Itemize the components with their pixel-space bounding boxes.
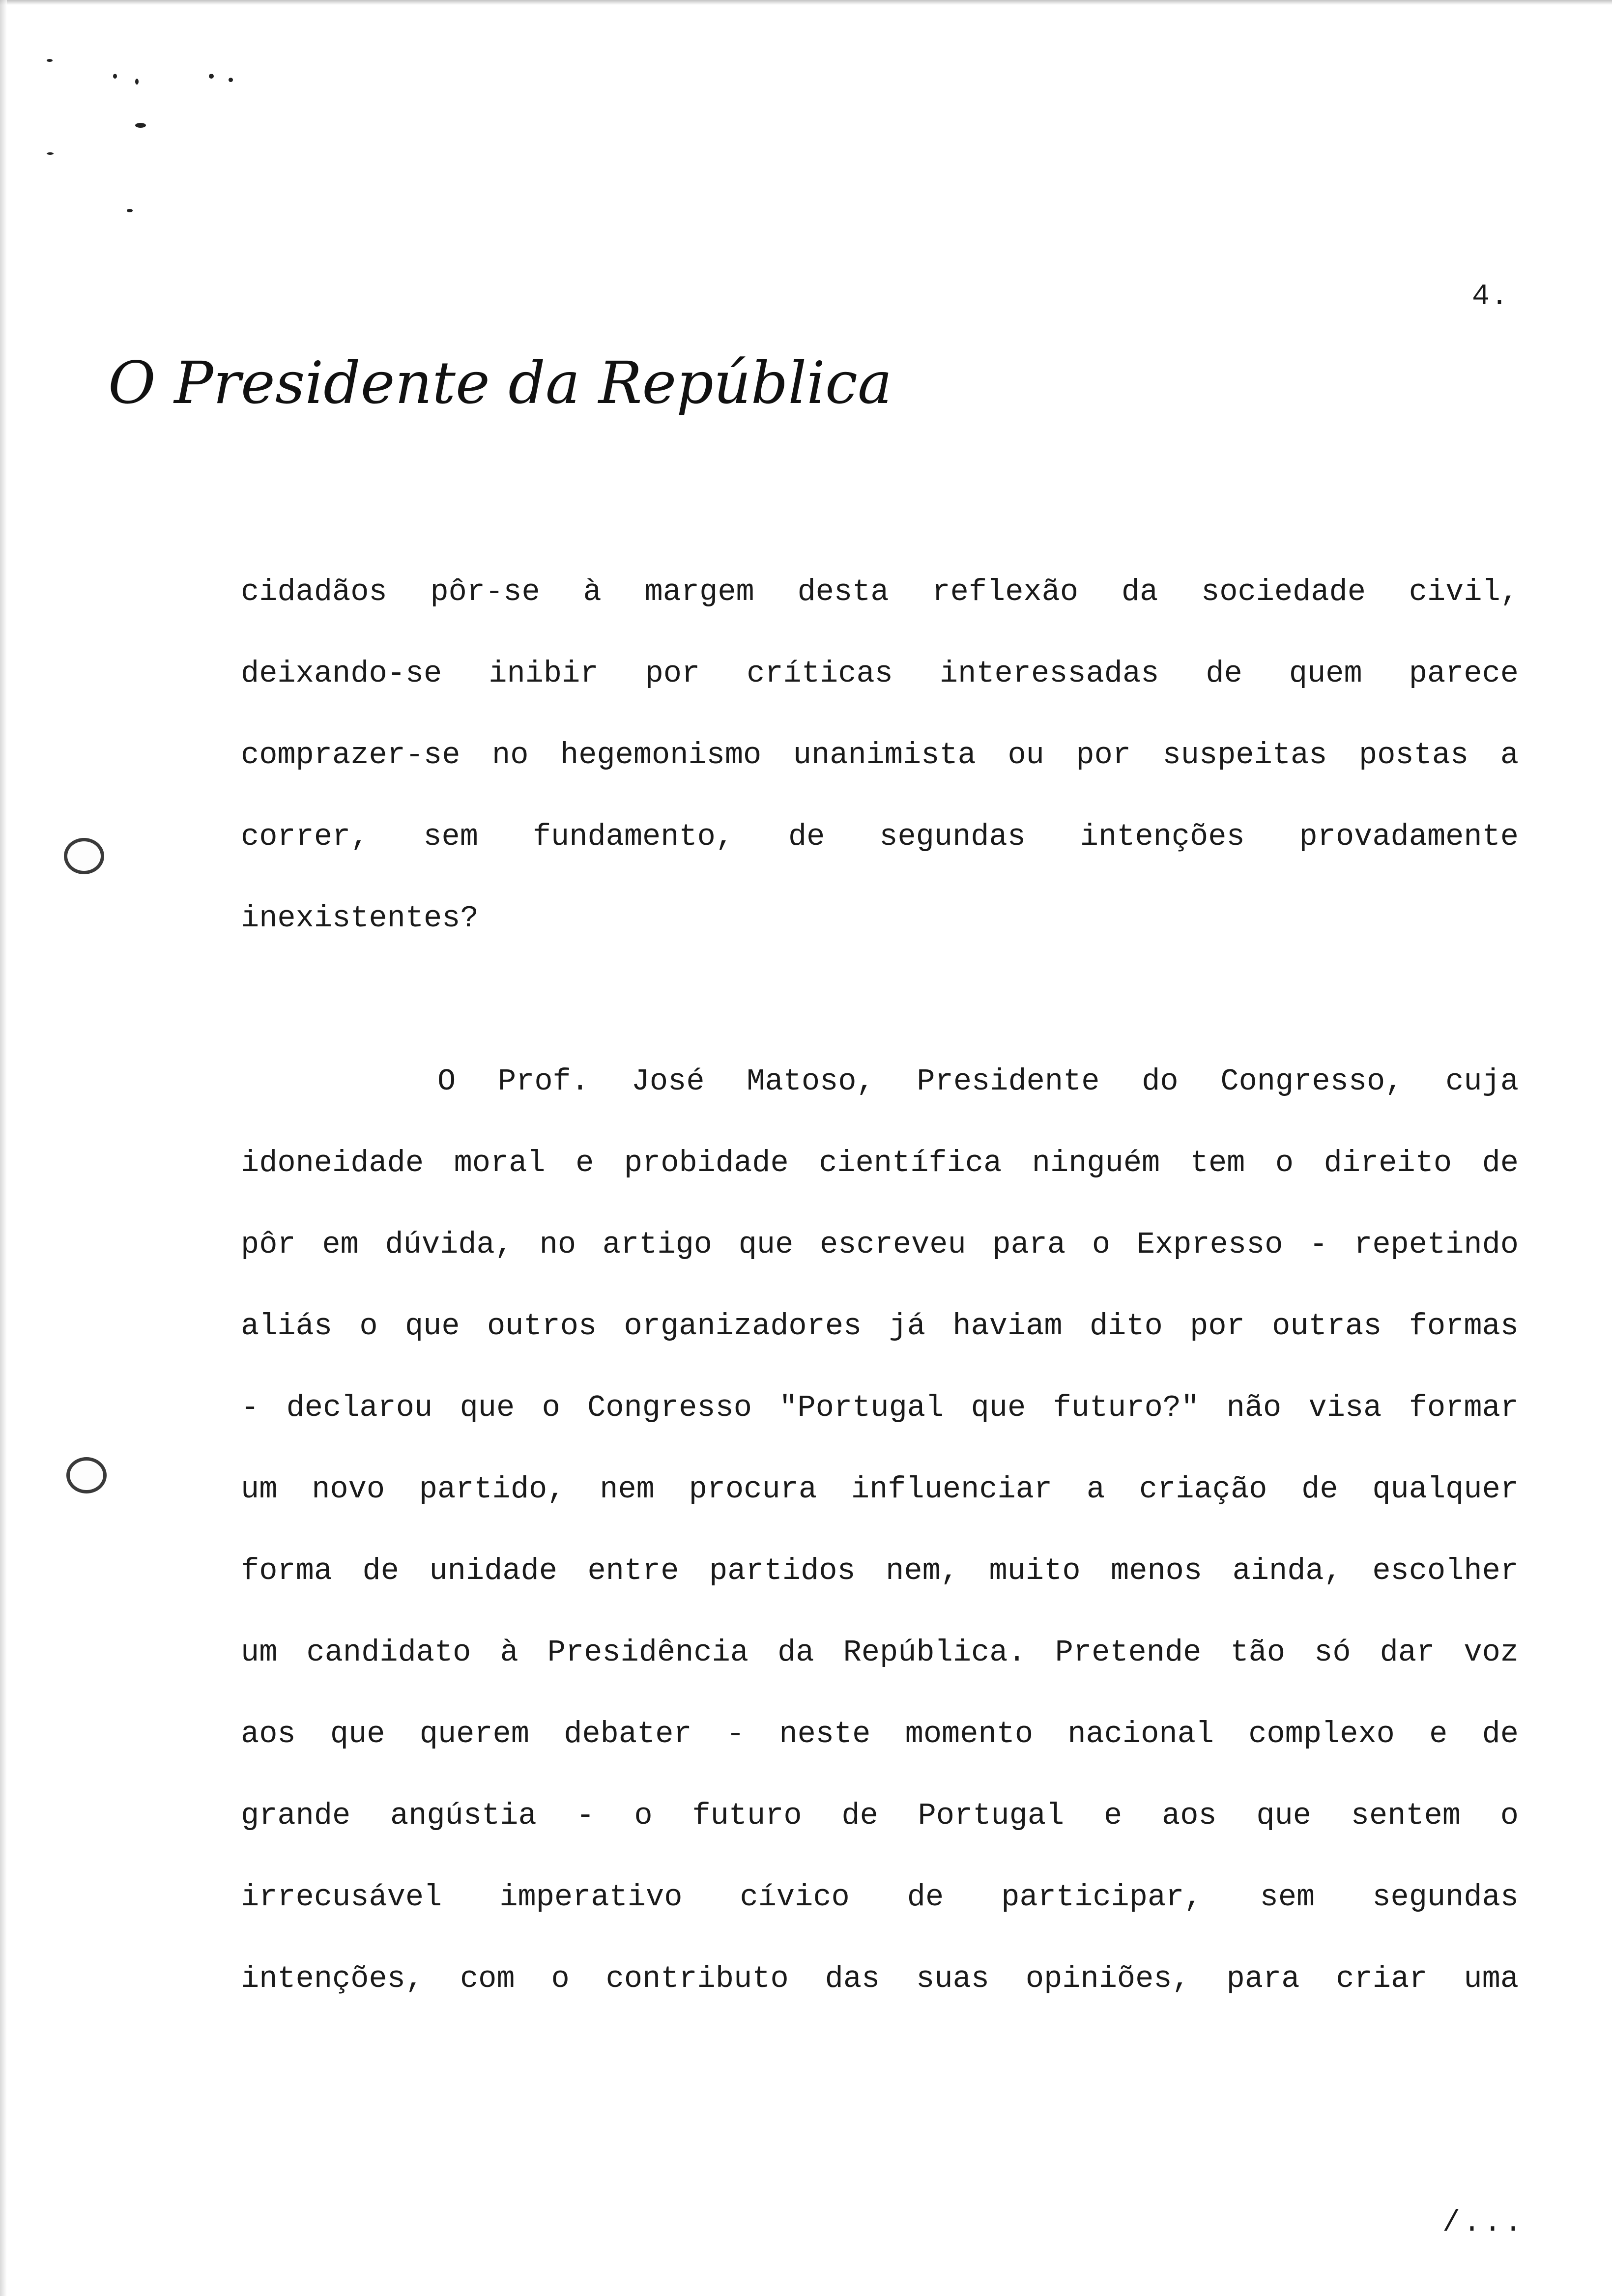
punch-hole [64, 838, 104, 874]
letterhead-text: O Presidente da República [108, 349, 892, 417]
text-line: correr, sem fundamento, de segundas intenções provadamente [241, 819, 1519, 854]
paragraph-2 [241, 1041, 1519, 2020]
scan-speck [209, 74, 214, 79]
text-line: comprazer-se no hegemonismo unanimista ou por suspeitas postas a [241, 738, 1519, 773]
continuation-mark: /... [1442, 2207, 1526, 2240]
text-line: - declarou que o Congresso "Portugal que futuro?" não visa formar [241, 1390, 1519, 1425]
text-line: pôr em dúvida, no artigo que escreveu para o Expresso - repetindo [241, 1227, 1519, 1262]
scan-speck [47, 152, 54, 155]
text-line: grande angústia - o futuro de Portugal e aos que sentem o [241, 1798, 1519, 1833]
text-line: cidadãos pôr-se à margem desta reflexão da sociedade civil, [241, 574, 1519, 609]
text-line: aos que querem debater - neste momento nacional complexo e de [241, 1717, 1519, 1751]
text-line: inexistentes? [241, 901, 479, 936]
text-line: forma de unidade entre partidos nem, muito menos ainda, escolher [241, 1553, 1519, 1588]
letterhead-script [103, 344, 892, 432]
text-line: irrecusável imperativo cívico de participar, sem segundas [241, 1880, 1519, 1915]
scan-speck [127, 209, 133, 212]
scan-speck [135, 79, 139, 85]
letterhead [103, 344, 892, 432]
scan-edge-left [0, 0, 7, 2296]
text-line: intenções, com o contributo das suas opiniões, para criar uma [241, 1961, 1519, 1996]
scan-speck [135, 123, 146, 128]
text-line: aliás o que outros organizadores já haviam dito por outras formas [241, 1309, 1519, 1344]
scan-speck [47, 59, 53, 62]
text-line: um novo partido, nem procura influenciar a criação de qualquer [241, 1472, 1519, 1507]
text-line: idoneidade moral e probidade científica ninguém tem o direito de [241, 1146, 1519, 1180]
text-line: deixando-se inibir por críticas interessadas de quem parece [241, 656, 1519, 691]
scan-speck [113, 74, 117, 79]
text-line: O Prof. José Matoso, Presidente do Congresso, cuja [437, 1064, 1519, 1099]
scan-edge-top [0, 0, 1612, 5]
page-number: 4. [1472, 280, 1510, 314]
text-line: um candidato à Presidência da República. Pretende tão só dar voz [241, 1635, 1519, 1670]
punch-hole [66, 1457, 107, 1493]
paragraph-1 [241, 551, 1519, 959]
scan-speck [229, 78, 233, 82]
